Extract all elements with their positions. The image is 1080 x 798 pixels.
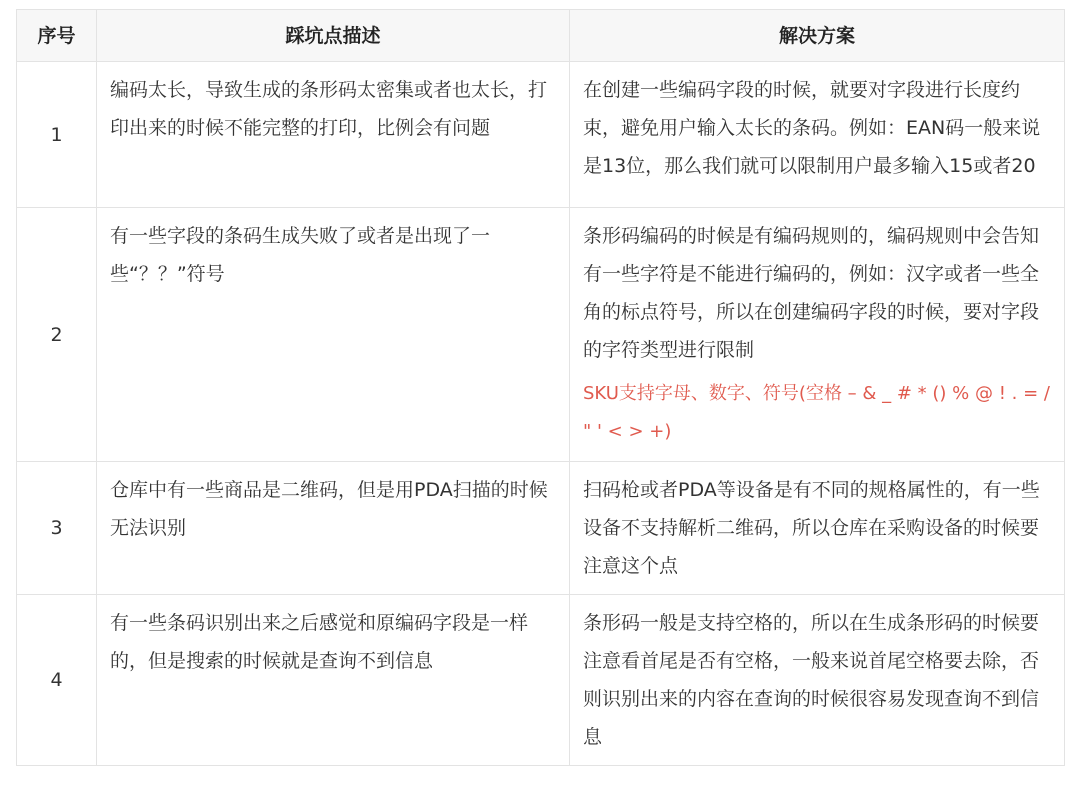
row-number: 3 — [17, 462, 97, 595]
row-number: 2 — [17, 208, 97, 462]
row-solution: 条形码一般是支持空格的，所以在生成条形码的时候要注意看首尾是否有空格，一般来说首尾空格要去除，否则识别出来的内容在查询的时候很容易发现查询不到信息 — [570, 595, 1065, 766]
row-number: 1 — [17, 62, 97, 208]
table-row — [17, 208, 1065, 462]
row-solution: 条形码编码的时候是有编码规则的，编码规则中会告知有一些字符是不能进行编码的，例如：汉字或者一些全角的标点符号，所以在创建编码字段的时候，要对字段的字符类型进行限制 — [583, 225, 1040, 361]
row-number: 4 — [17, 595, 97, 766]
row-solution: 扫码枪或者PDA等设备是有不同的规格属性的，有一些设备不支持解析二维码，所以仓库在采购设备的时候要注意这个点 — [570, 462, 1065, 595]
table-header-row — [17, 10, 1065, 62]
header-num: 序号 — [17, 10, 97, 62]
pitfalls-table — [16, 9, 1065, 766]
table-row — [17, 595, 1065, 766]
header-description: 踩坑点描述 — [97, 10, 570, 62]
row-description: 有一些字段的条码生成失败了或者是出现了一些“？？”符号 — [97, 208, 570, 462]
sku-charset-note: SKU支持字母、数字、符号(空格 – & _ # * () % @ ! . = / " ' < > +) — [583, 383, 1050, 442]
row-description: 编码太长，导致生成的条形码太密集或者也太长，打印出来的时候不能完整的打印，比例会有问题 — [97, 62, 570, 208]
row-solution-cell — [570, 208, 1065, 462]
row-description: 仓库中有一些商品是二维码，但是用PDA扫描的时候无法识别 — [97, 462, 570, 595]
header-solution: 解决方案 — [570, 10, 1065, 62]
table-row — [17, 62, 1065, 208]
table-row — [17, 462, 1065, 595]
row-description: 有一些条码识别出来之后感觉和原编码字段是一样的，但是搜索的时候就是查询不到信息 — [97, 595, 570, 766]
row-solution: 在创建一些编码字段的时候，就要对字段进行长度约束，避免用户输入太长的条码。例如：EAN码一般来说是13位，那么我们就可以限制用户最多输入15或者20 — [570, 62, 1065, 208]
